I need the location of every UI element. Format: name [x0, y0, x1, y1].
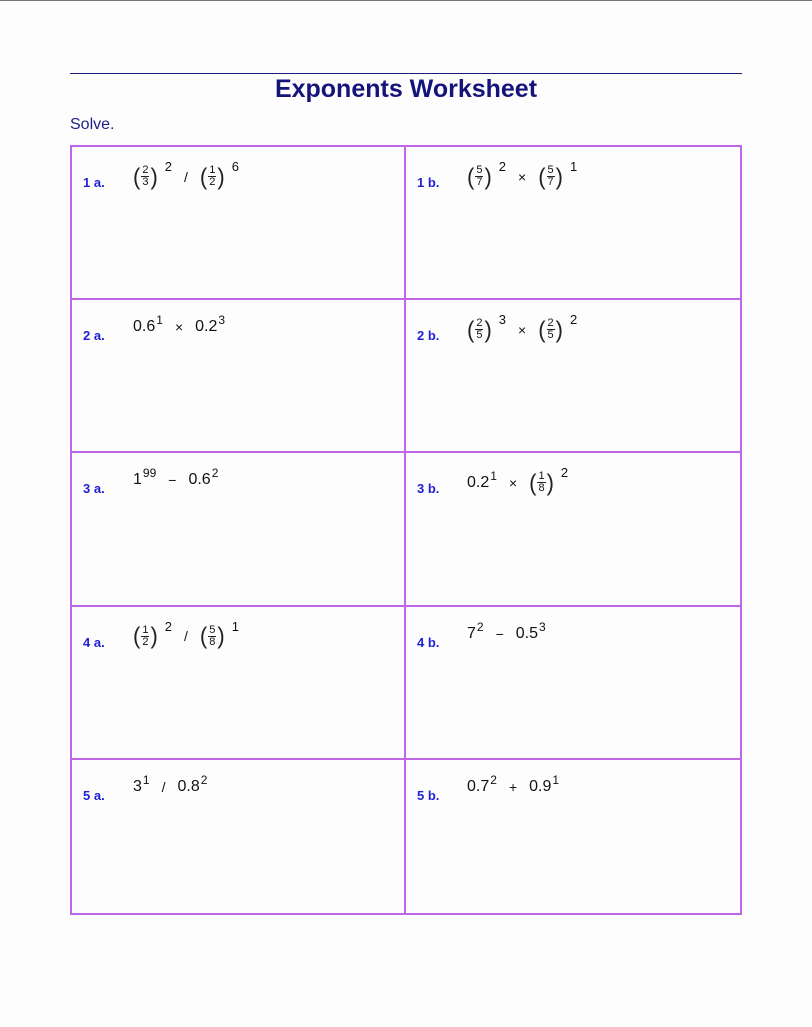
number-power-term — [467, 619, 484, 643]
exponent: 2 — [164, 159, 173, 174]
operator: / — [184, 168, 188, 185]
problem-cell — [72, 453, 406, 606]
problem-label: 5 a. — [83, 787, 105, 803]
left-paren: ( — [133, 622, 141, 649]
right-paren: ) — [150, 162, 158, 190]
right-paren: ) — [546, 469, 554, 496]
fraction-power-term — [467, 159, 507, 190]
problem-label: 5 b. — [417, 787, 440, 803]
left-paren: ( — [199, 162, 208, 190]
fraction — [475, 318, 483, 341]
operator: × — [508, 474, 518, 491]
problem-expression — [467, 772, 560, 796]
number-power-term — [467, 468, 497, 492]
worksheet-title: Exponents Worksheet — [274, 75, 538, 103]
problem-expression — [467, 312, 578, 343]
fraction-power-term — [133, 159, 173, 190]
fraction-denominator: 7 — [547, 176, 554, 188]
base-number: 0.8 — [177, 777, 200, 795]
fraction-numerator: 2 — [476, 317, 483, 330]
exponent: 3 — [498, 312, 507, 328]
right-paren: ) — [555, 316, 563, 343]
problem-expression — [467, 619, 546, 643]
exponent: 99 — [142, 466, 157, 481]
problem-cell — [72, 147, 406, 300]
fraction-power-term — [199, 618, 239, 649]
left-paren: ( — [538, 162, 546, 190]
problem-expression — [133, 618, 239, 649]
operator: − — [495, 625, 504, 642]
problem-expression — [467, 465, 569, 496]
exponent: 2 — [490, 772, 497, 787]
problem-cell — [406, 760, 740, 913]
base-number: 0.6 — [133, 318, 156, 336]
problem-grid — [70, 145, 742, 915]
problem-label: 3 a. — [83, 481, 105, 497]
problem-label: 1 b. — [417, 175, 440, 190]
left-paren: ( — [133, 162, 141, 190]
exponent: 1 — [156, 313, 163, 328]
fraction-denominator: 2 — [209, 176, 216, 188]
exponent: 3 — [218, 313, 226, 328]
operator: / — [161, 778, 166, 795]
exponent: 1 — [490, 468, 497, 483]
exponent: 2 — [164, 618, 173, 634]
exponent: 1 — [569, 159, 578, 174]
fraction-numerator: 5 — [547, 164, 554, 176]
base-number: 0.2 — [195, 318, 218, 336]
fraction — [475, 165, 483, 188]
fraction — [141, 165, 149, 188]
right-paren: ) — [484, 316, 492, 343]
base-number: 0.7 — [467, 777, 490, 795]
number-power-term — [515, 619, 546, 643]
left-paren: ( — [467, 316, 475, 343]
exponent: 2 — [569, 312, 578, 328]
fraction — [141, 625, 149, 648]
page-top-edge — [0, 0, 812, 1]
operator: / — [184, 628, 188, 645]
problem-label: 1 a. — [83, 175, 105, 190]
problem-cell — [406, 607, 740, 760]
fraction-numerator: 1 — [538, 470, 545, 483]
fraction-power-term — [538, 159, 578, 190]
problem-expression — [133, 772, 208, 796]
base-number: 0.5 — [515, 624, 539, 642]
exponent: 6 — [231, 159, 239, 174]
problem-cell — [406, 453, 740, 606]
fraction-power-term — [199, 159, 239, 190]
right-paren: ) — [217, 162, 225, 190]
problem-label: 3 b. — [417, 481, 440, 497]
number-power-term — [133, 466, 157, 489]
fraction — [547, 165, 555, 188]
fraction-denominator: 8 — [209, 635, 216, 648]
problem-cell — [72, 300, 406, 453]
fraction-denominator: 5 — [476, 329, 483, 342]
operator: − — [168, 472, 177, 489]
right-paren: ) — [484, 162, 492, 190]
problem-expression — [467, 159, 578, 190]
fraction-power-term — [538, 312, 578, 343]
fraction-denominator: 7 — [476, 176, 483, 188]
number-power-term — [195, 313, 226, 336]
exponent: 2 — [200, 772, 208, 787]
fraction-numerator: 1 — [209, 164, 216, 176]
operator: + — [508, 778, 518, 795]
number-power-term — [133, 313, 163, 336]
exponent: 3 — [539, 619, 546, 634]
exponent: 1 — [231, 618, 239, 634]
fraction-numerator: 2 — [142, 164, 149, 176]
exponent: 1 — [142, 772, 150, 787]
operator: × — [518, 321, 527, 338]
problem-cell — [406, 147, 740, 300]
number-power-term — [529, 772, 560, 796]
base-number: 1 — [133, 471, 142, 489]
left-paren: ( — [199, 622, 208, 649]
base-number: 0.9 — [529, 777, 552, 795]
right-paren: ) — [217, 622, 225, 649]
fraction-denominator: 8 — [538, 482, 545, 495]
fraction — [208, 165, 216, 188]
operator: × — [174, 319, 184, 336]
right-paren: ) — [150, 622, 158, 649]
problem-expression — [133, 466, 219, 489]
fraction — [547, 318, 555, 341]
number-power-term — [177, 772, 208, 796]
fraction — [208, 625, 216, 648]
base-number: 7 — [467, 624, 476, 642]
exponent: 2 — [476, 619, 484, 634]
problem-expression — [133, 313, 226, 336]
fraction-numerator: 5 — [476, 164, 483, 176]
exponent: 2 — [211, 466, 219, 481]
fraction-denominator: 2 — [142, 635, 149, 648]
number-power-term — [188, 466, 219, 489]
fraction-denominator: 5 — [547, 329, 554, 342]
fraction-numerator: 5 — [209, 623, 216, 636]
problem-label: 4 a. — [83, 634, 105, 650]
fraction-numerator: 2 — [547, 317, 554, 330]
problem-label: 2 b. — [417, 328, 440, 344]
exponent: 2 — [560, 465, 569, 481]
fraction — [537, 471, 545, 494]
problem-label: 4 b. — [417, 634, 440, 650]
base-number: 0.2 — [467, 473, 490, 491]
exponent: 2 — [498, 159, 507, 174]
fraction-denominator: 3 — [142, 176, 149, 188]
left-paren: ( — [467, 162, 475, 190]
fraction-power-term — [133, 618, 173, 649]
number-power-term — [133, 772, 150, 796]
exponent: 1 — [552, 772, 560, 787]
problem-cell — [72, 760, 406, 913]
number-power-term — [467, 772, 497, 796]
problem-cell — [406, 300, 740, 453]
left-paren: ( — [538, 316, 546, 343]
base-number: 0.6 — [188, 471, 211, 489]
fraction-power-term — [467, 312, 507, 343]
problem-cell — [72, 607, 406, 760]
problem-label: 2 a. — [83, 328, 105, 344]
right-paren: ) — [555, 162, 563, 190]
instructions: Solve. — [70, 116, 115, 133]
fraction-numerator: 1 — [142, 623, 149, 636]
fraction-power-term — [529, 465, 569, 496]
operator: × — [518, 168, 527, 185]
base-number: 3 — [133, 777, 142, 795]
left-paren: ( — [529, 469, 537, 496]
problem-expression — [133, 159, 239, 190]
